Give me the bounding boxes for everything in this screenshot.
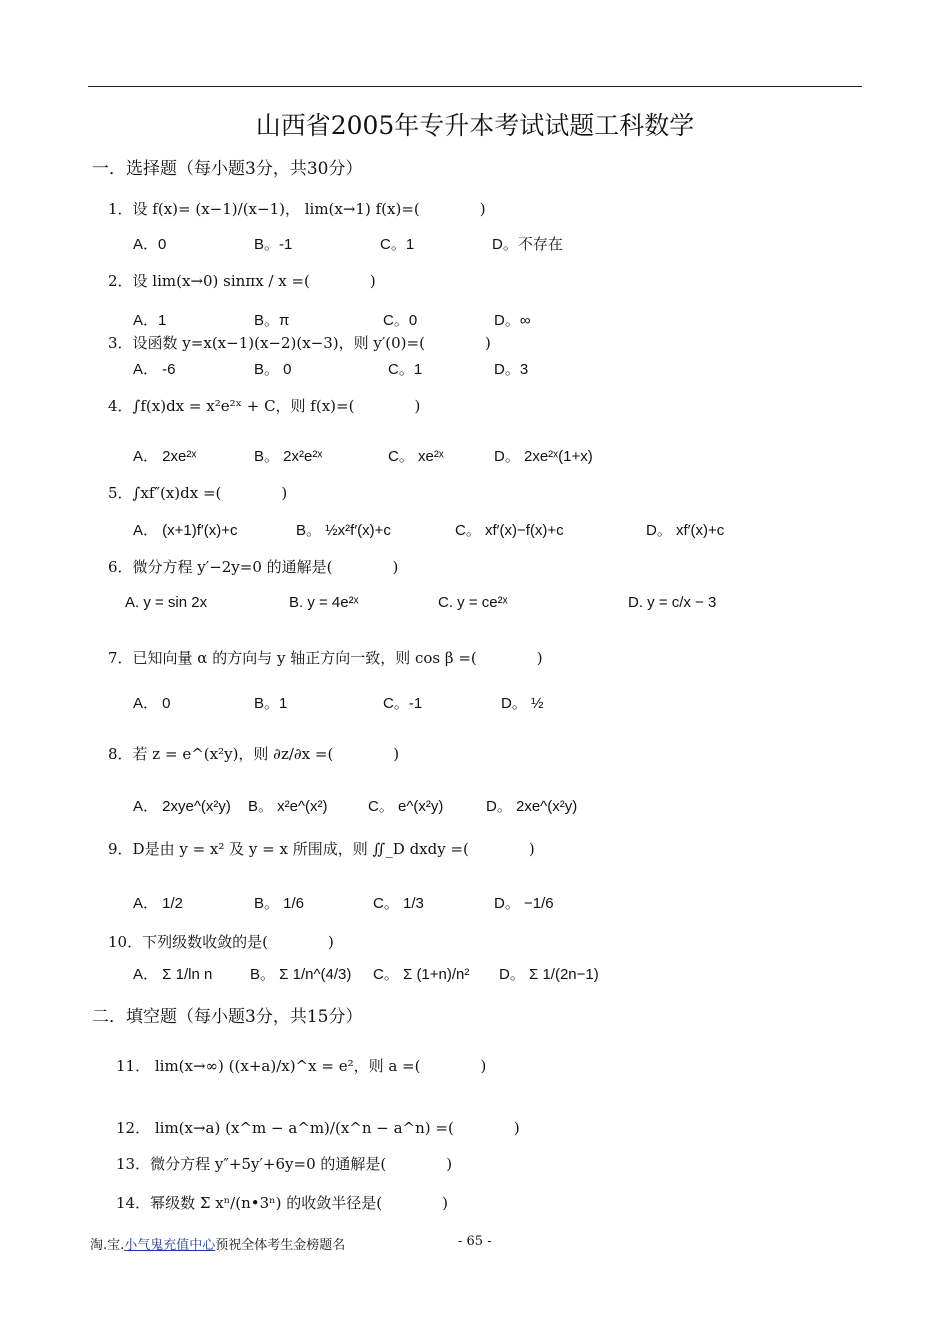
q6-option-d: D. y = c/x − 3 (628, 594, 717, 611)
question-1: 1．设 f(x)= (x−1)/(x−1)， lim(x→1) f(x)=( ) (108, 200, 486, 218)
q9-option-d: D。 −1/6 (494, 895, 554, 912)
question-4: 4．∫f(x)dx = x²e²ˣ + C，则 f(x)=( ) (108, 397, 421, 415)
section-heading-choice: 一．选择题（每小题3分，共30分） (92, 159, 363, 179)
q1-option-c: C。1 (380, 236, 415, 253)
q5-option-a: A． (x+1)f′(x)+c (133, 522, 238, 539)
q2-option-b: B。π (254, 312, 290, 329)
q4-option-b: B。 2x²e²ˣ (254, 448, 323, 465)
q5-option-b: B。 ½x²f′(x)+c (296, 522, 391, 539)
page-number: - 65 - (458, 1234, 492, 1249)
q9-option-c: C。 1/3 (373, 895, 424, 912)
q2-option-c: C。0 (383, 312, 418, 329)
top-rule (88, 86, 862, 87)
q8-option-c: C。 e^(x²y) (368, 798, 444, 815)
q10-option-b: B。 Σ 1/n^(4/3) (250, 966, 352, 983)
q7-option-c: C。-1 (383, 695, 423, 712)
question-5: 5．∫xf″(x)dx =( ) (108, 484, 288, 502)
q6-option-a: A. y = sin 2x (125, 594, 208, 611)
question-9: 9．D是由 y = x² 及 y = x 所围成，则 ∬_D dxdy =( ) (108, 840, 535, 858)
q8-option-b: B。 x²e^(x²) (248, 798, 328, 815)
q8-option-d: D。 2xe^(x²y) (486, 798, 578, 815)
q1-option-b: B。-1 (254, 236, 293, 253)
q3-option-b: B。 0 (254, 361, 292, 378)
question-3: 3．设函数 y=x(x−1)(x−2)(x−3)，则 y′(0)=( ) (108, 334, 491, 352)
footer-suffix: 预祝全体考生金榜题名 (215, 1238, 346, 1253)
q10-option-c: C。 Σ (1+n)/n² (373, 966, 470, 983)
question-2: 2．设 lim(x→0) sinπx / x =( ) (108, 272, 376, 290)
question-8: 8．若 z = e^(x²y)，则 ∂z/∂x =( ) (108, 745, 400, 763)
question-10: 10．下列级数收敛的是( ) (108, 933, 334, 951)
q5-option-c: C。 xf′(x)−f(x)+c (455, 522, 564, 539)
question-7: 7．已知向量 α 的方向与 y 轴正方向一致，则 cos β =( ) (108, 649, 543, 667)
q4-option-a: A． 2xe²ˣ (133, 448, 197, 465)
q10-option-d: D。 Σ 1/(2n−1) (499, 966, 599, 983)
q7-option-b: B。1 (254, 695, 288, 712)
question-12: 12． lim(x→a) (x^m − a^m)/(x^n − a^n) =( ) (116, 1119, 520, 1137)
q4-option-c: C。 xe²ˣ (388, 448, 444, 465)
q1-option-a: A．0 (133, 236, 167, 253)
q9-option-b: B。 1/6 (254, 895, 305, 912)
page-title: 山西省2005年专升本考试试题工科数学 (255, 111, 695, 140)
q3-option-c: C。1 (388, 361, 423, 378)
question-14: 14．幂级数 Σ xⁿ/(n•3ⁿ) 的收敛半径是( ) (116, 1194, 448, 1212)
q1-option-d: D。不存在 (492, 236, 563, 253)
q6-option-b: B. y = 4e²ˣ (289, 594, 359, 611)
q6-option-c: C. y = ce²ˣ (438, 594, 508, 611)
q2-option-a: A．1 (133, 312, 167, 329)
section-heading-fill: 二．填空题（每小题3分，共15分） (92, 1007, 363, 1027)
question-11: 11． lim(x→∞) ((x+a)/x)^x = e²，则 a =( ) (116, 1057, 487, 1075)
q3-option-a: A． -6 (133, 361, 176, 378)
footer-link[interactable]: 小气鬼充值中心 (124, 1238, 216, 1253)
question-6: 6．微分方程 y′−2y=0 的通解是( ) (108, 558, 399, 576)
q2-option-d: D。∞ (494, 312, 531, 329)
q4-option-d: D。 2xe²ˣ(1+x) (494, 448, 593, 465)
q9-option-a: A． 1/2 (133, 895, 184, 912)
q3-option-d: D。3 (494, 361, 529, 378)
question-13: 13．微分方程 y″+5y′+6y=0 的通解是( ) (116, 1155, 453, 1173)
footer-prefix: 淘.宝. (90, 1238, 125, 1253)
q7-option-d: D。 ½ (501, 695, 544, 712)
footer-note (90, 1234, 345, 1253)
q7-option-a: A． 0 (133, 695, 171, 712)
q5-option-d: D。 xf′(x)+c (646, 522, 725, 539)
q8-option-a: A． 2xye^(x²y) (133, 798, 231, 815)
q10-option-a: A． Σ 1/ln n (133, 966, 213, 983)
